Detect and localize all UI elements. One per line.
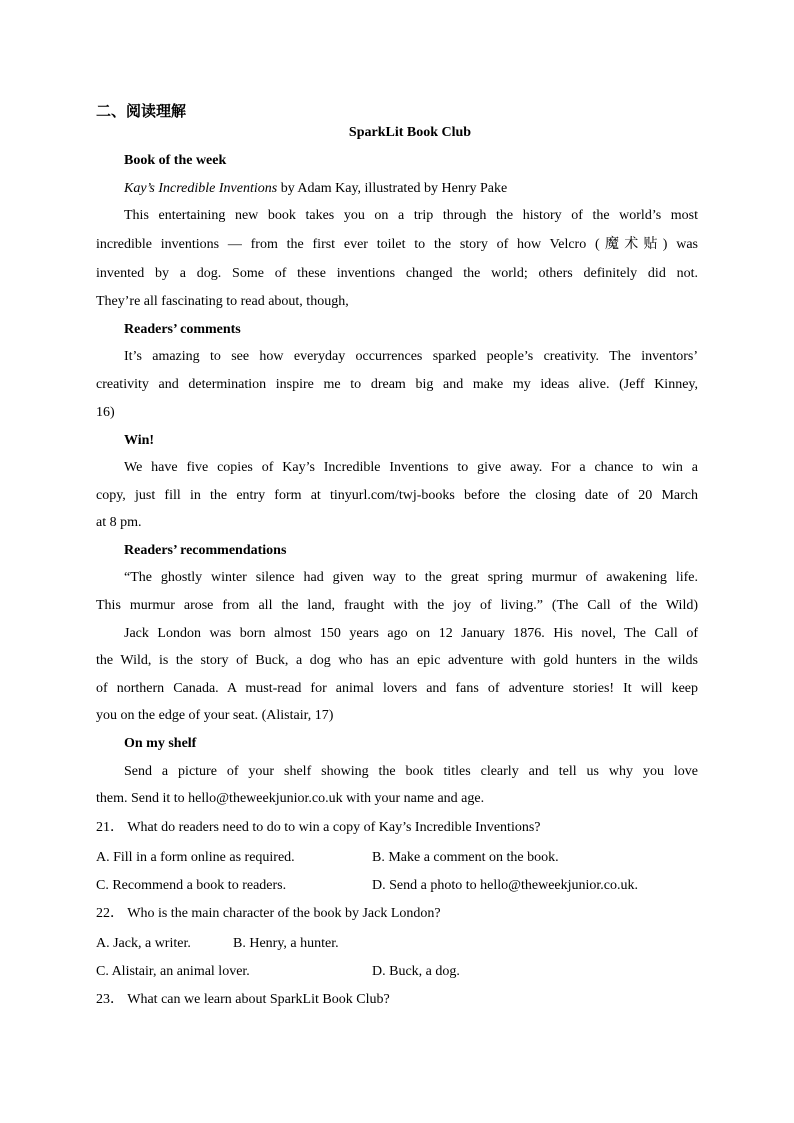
passage-title: SparkLit Book Club: [348, 125, 472, 140]
question-22-option-c: C. Alistair, an animal lover.: [96, 964, 250, 979]
paragraph-line: This entertaining new book takes you on a trip through the history of the world’s most: [124, 208, 698, 223]
paragraph-line: the Wild, is the story of Buck, a dog who has an epic adventure with gold hunters in the wilds: [96, 653, 698, 668]
question-21-option-a: A. Fill in a form online as required.: [96, 850, 295, 865]
paragraph-line: They’re all fascinating to read about, though,: [96, 294, 349, 309]
paragraph-line: “The ghostly winter silence had given way to the great spring murmur of awakening life.: [124, 570, 698, 585]
paragraph-line: Send a picture of your shelf showing the book titles clearly and tell us why you love: [124, 764, 698, 779]
section-title: 二、阅读理解: [96, 102, 187, 120]
paragraph-line: It’s amazing to see how everyday occurrences sparked people’s creativity. The inventors’: [124, 349, 698, 364]
question-21-stem: 21． What do readers need to do to win a copy of Kay’s Incredible Inventions?: [96, 820, 541, 835]
book-title: Kay’s Incredible Inventions: [124, 181, 278, 196]
paragraph-line: invented by a dog. Some of these inventions changed the world; others definitely did not.: [96, 266, 698, 281]
on-my-shelf-heading: On my shelf: [124, 736, 197, 751]
paragraph-line: 16): [96, 405, 115, 420]
question-21-option-d: D. Send a photo to hello@theweekjunior.co.uk.: [372, 878, 639, 893]
paragraph-line: them. Send it to hello@theweekjunior.co.uk with your name and age.: [96, 791, 485, 806]
question-22-option-a: A. Jack, a writer.: [96, 936, 191, 951]
book-author-illustrator: by Adam Kay, illustrated by Henry Pake: [277, 181, 508, 196]
question-23-stem: 23． What can we learn about SparkLit Book Club?: [96, 992, 390, 1007]
question-21-option-b: B. Make a comment on the book.: [372, 850, 559, 865]
question-21-option-c: C. Recommend a book to readers.: [96, 878, 287, 893]
question-22-stem: 22． Who is the main character of the book by Jack London?: [96, 906, 441, 921]
question-22-option-b: B. Henry, a hunter.: [233, 936, 339, 951]
paragraph-line: creativity and determination inspire me to dream big and make my ideas alive. (Jeff Kinney,: [96, 377, 698, 392]
paragraph-line: Jack London was born almost 150 years ago on 12 January 1876. His novel, The Call of: [124, 626, 698, 641]
book-of-week-heading: Book of the week: [124, 153, 227, 168]
paragraph-line: at 8 pm.: [96, 515, 142, 530]
paragraph-line: incredible inventions — from the first ever toilet to the story of how Velcro (魔术贴) was: [96, 237, 698, 252]
paragraph-line: of northern Canada. A must-read for animal lovers and fans of adventure stories! It will keep: [96, 681, 698, 696]
paragraph-line: This murmur arose from all the land, fraught with the joy of living.” (The Call of the Wild): [96, 598, 698, 613]
book-byline: [124, 180, 698, 198]
win-heading: Win!: [124, 433, 155, 448]
readers-comments-heading: Readers’ comments: [124, 322, 241, 337]
paragraph-line: copy, just fill in the entry form at tinyurl.com/twj-books before the closing date of 20 March: [96, 488, 698, 503]
paragraph-line: you on the edge of your seat. (Alistair, 17): [96, 708, 334, 723]
readers-recommendations-heading: Readers’ recommendations: [124, 543, 287, 558]
paragraph-line: We have five copies of Kay’s Incredible Inventions to give away. For a chance to win a: [124, 460, 698, 475]
question-22-option-d: D. Buck, a dog.: [372, 964, 460, 979]
